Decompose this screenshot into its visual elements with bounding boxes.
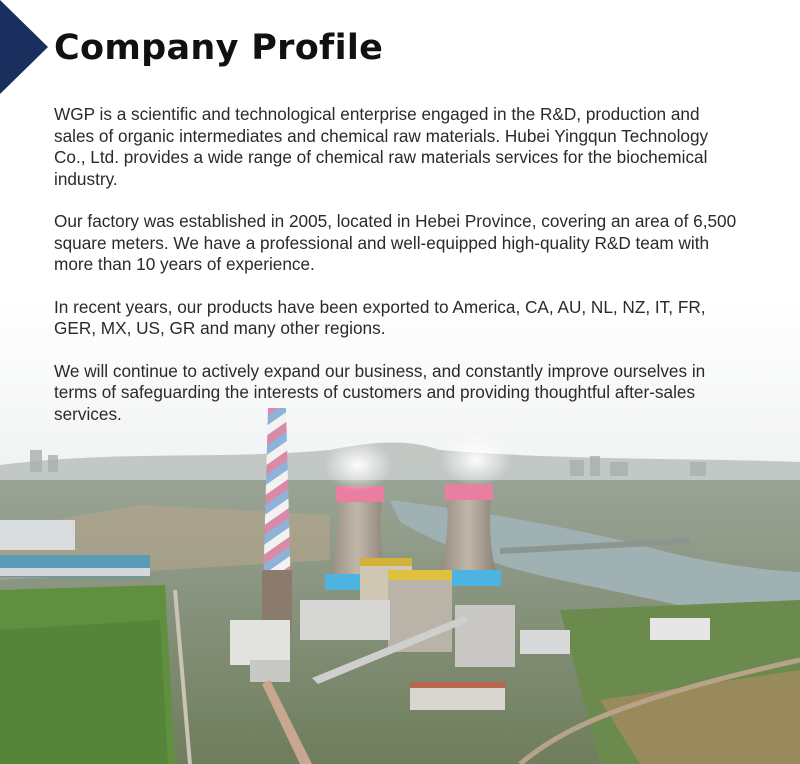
paragraph-intro: WGP is a scientific and technological enterprise engaged in the R&D, production and sales of organic intermediates and chemical raw materials. Hubei Yingqun Technology Co., Ltd. provides a wide range of chemical raw materials services for the biochemical industry. (54, 104, 709, 189)
paragraph-factory: Our factory was established in 2005, located in Hebei Province, covering an area of 6,500 square meters. We have a professional and well-equipped high-quality R&D team with more than 10 years of experience. (54, 211, 737, 274)
corner-triangle-icon (0, 0, 48, 94)
paragraph-commitment: We will continue to actively expand our business, and constantly improve ourselves in terms of safeguarding the interests of customers and providing thoughtful after-sales services. (54, 360, 706, 424)
page-title: Company Profile (54, 28, 384, 68)
profile-text (54, 104, 744, 446)
paragraph-exports: In recent years, our products have been exported to America, CA, AU, NL, NZ, IT, FR, GER, MX, US, GR and many other regions. (54, 296, 706, 338)
